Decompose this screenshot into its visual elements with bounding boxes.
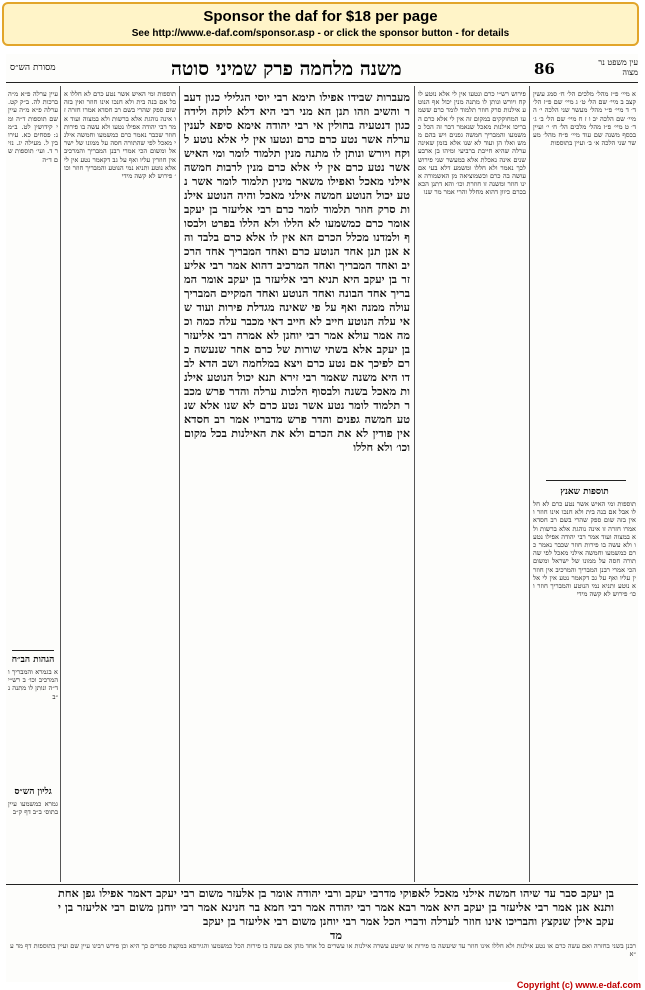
tosafot-shantz-column: תוספות ומי האיש אשר נטע כרם לא חללו אבל אם בנה בית ולא חנכו אינו חוזר ואין בזה שום ספק שהרי בשם רב חסדא אמרו חזרה זו אינה נוהגת אלא ברשות ולא במצוה ועוד אמר רבי יהודה אפילו נטעו ולא עשה בו פירות חוזר שכבר נאמר כרם כמשמעו וחמשה אילני מאכל לפי שהתורה חסה על ממונו של ישראל ומשום הכי אמרי רבנן המבריך והמרכיב אין חוזרין עליו ואף על גב דקאמר נטע אין לי אלא נוטע ותניא נמי הנוטע והמבריך חוזר וכו׳ פירוש לא קשה מידי — [533, 500, 636, 599]
gilyon-label: גליון הש״ס — [14, 787, 52, 797]
footer-rule — [6, 884, 638, 885]
fine-print-notes: רבנן בשני בחזרה ואם עשה כרם או נטע אילנות ולא חללו אינו חוזר עד שיעשה בו פירות או שיטע עשרה אילנות או עשרים כל אחד מהן אם עשה בו פירות הכל כמשמעו והגירסא במקצת ספרים כך היא וכן פירש רבינו עיין שם ועיין בתוספות דף מד ע״א — [10, 942, 636, 958]
sponsor-banner[interactable] — [2, 2, 639, 46]
masoret-hashas-column: עיין ערלה פ״א מ״ה ברכות לה. ב״ק קט. ערלה פ״א מ״ה עיין שם תוספות ד״ה ומי קידושין לט. ב״מ נ: פסחים כא. עירובין ל. מעילה יג. נזיר ד. ועי׳ תוספות שם ד״ה — [8, 90, 58, 164]
gemara-text-column: מעברות שבידו אפילו תימא רבי יוסי הגלילי כגון דעבר והשיב וזהו תנן הא מני רבי היא דלא לוקה ולידה כגון דנטעיה בחולין אי רבי יהודה אימא סיפא לענין ערלה אשר נטע כרם כרם ונטעו אין לי אלא נוטע לוקח ויורש ונותן לו מתנה מנין תלמוד לומר ומי האיש אשר נטע כרם אין לי אלא כרם מנין לרבות חמשה אילני מאכל ואפילו משאר מינין תלמוד לומר אשר נטע יכול הנוטע חמשה אילני מאכל והיה הנוטע אילנות סרק חוזר תלמוד לומר כרם רבי אליעזר בן יעקב אומר כרם כמשמעו לא הללו ולא הללו בפרט ולבסוף ולמדנו מכלל הכרם הא אין לו אלא כרם בלבד והא אנן תנן אחד הנוטע כרם ואחד המבריך אחד הרכיב ואחד המבריך ואחד המרכיב דהוא אמר רבי אליעזר בן יעקב היא תניא רבי אליעזר בן יעקב אומר המבריך אחד הבונה ואחד הנוטע ואחד המקיים המבריך עולה ממנה ואף על פי שאינה מגדלת פירות ועוד שאי עלה הנוטע חייב לא חייב דאי מכבר עלה כמה וכמה אמר עולא אמר רבי יוחנן לא אמרה רבי אליעזר בן יעקב אלא בשתי שורות של כרם אחר שנעשה כרם לפיכך אם נטע כרם ויצא במלחמה ושב הדא לבדו היא משנה שאמר רבי זירא תנא יכול הנוטע אילנות מאכל בשנה ולבסוף הלכות ערלה והדר פרש מכבר תלמוד לומר נטע אשר נטע כרם לא שנו אלא שנטע חמשה גפנים והדר פרש מדבריו אמר רב חסדא אין פודין לא את הכרם ולא את האילנות בכל מקום וכו׳ ולא חללו — [184, 90, 410, 454]
hagahot-column: א בגמרא והמבריך והמרכיב וכו׳ ב רש״י ד״ה ונותן לו מתנה נ״ב — [8, 668, 58, 701]
page-title: משנה מלחמה פרק שמיני סוטה — [171, 58, 402, 80]
sponsor-link-text[interactable]: See http://www.e-daf.com/sponsor.asp - or click the sponsor button - for details — [131, 28, 510, 39]
column-rule — [414, 86, 415, 882]
page-number: 86 — [534, 60, 555, 78]
column-rule — [60, 86, 61, 882]
footer-text: בן יעקב סבר עד שיהו חמשה אילני מאכל לאפוקי מדרבי יעקב ורבי יהודה אומר בן אלעזר משום רבי יעקב דאמר אפילו גפן אחת ותנא אנן אמר רבי אליעזר בן יעקב היא אמר רבא אמר רבי יהודה אמר רבי חמא בר חנינא אמר רבי יוחנן משום רבי אליעזר בן יעקב אילן שנקצץ והבריכו אינו חוזר לערלה ודברי הכל אמר רבי יוחנן משום רבי אליעזר בן יעקב — [58, 886, 614, 928]
section-divider — [12, 650, 54, 651]
column-rule — [529, 86, 530, 882]
sponsor-title: Sponsor the daf for $18 per page — [203, 8, 438, 25]
gilyon-column: גמרא כמשמעו עיין בתוס׳ ב״ב דף ק״ב — [8, 800, 58, 817]
rashi-column: פירוש רש״י כרם ונטעו אין לי אלא נוטע לוקח ויורש ונותן לו מתנה מנין יכול אף הנוטע אילנות סרק חוזר תלמוד לומר כרם ששמעו המחוקקים במקום זה אין לי אלא כרם הבריכו אילנות מאכל שנאמר דבר זה הכל כמשמעו והמבריך חמשה גפנים ויש בהם ממש ואלו הן ועוד לא שנו אלא בזמן שאינה ערלה שהיא חייבת ברביעי ומיהו בן ארבע שנים אינה נאכלת אלא במעשר שני פירוש לכך נאמר ולא חללו ומשמע דלא בעי אם עושה בה כרם וכשמוציאה מן האשמורה אינו חוזר ומשנה זו חוזרת וכו׳ והא דתנן הכא בכרם כיוון דהוא מחלל והרי אמר מר שנו — [418, 90, 526, 197]
ein-mishpat-column: א מיי׳ פ״ז מהל׳ מלכים הל׳ ח׳ סמג עשין קצב ב מיי׳ שם הל׳ ט׳ ג מיי׳ שם פ״ז הל׳ ד׳ ד מיי׳ פ״י מהל׳ מעשר שני הלכה י׳ ה מיי׳ שם הלכה יב ו ז ח מיי׳ שם הל׳ ב׳ ג׳ ד׳ ט מיי׳ פ״ז מהל׳ מלכים הל׳ ח׳ י׳ ועיין בכסף משנה שם עוד מיי׳ פ״ח מהל׳ מעשר שני הלכה א׳ ב׳ ועיין בתוספות — [533, 90, 636, 148]
ein-mishpat-heading: עין משפט נר מצוה — [598, 58, 638, 77]
copyright-notice[interactable]: Copyright (c) www.e-daf.com — [516, 980, 641, 990]
page-header — [6, 58, 638, 84]
section-divider — [546, 480, 626, 481]
talmud-page — [6, 54, 638, 982]
footer-end-marker: מד — [329, 928, 342, 942]
hagahot-label: הגהות הב״ח — [11, 655, 55, 665]
column-rule — [179, 86, 180, 882]
header-rule — [6, 82, 638, 83]
tosafot-shantz-label: תוספות שאנץ — [560, 487, 609, 497]
footer-gemara-text — [58, 886, 614, 942]
tosafot-column: תוספות ומי האיש אשר נטע כרם לא חללו אבל אם בנה בית ולא חנכו אינו חוזר ואין בזה שום ספק שהרי בשם רב חסדא אמרו חזרה זו אינה נוהגת אלא ברשות ולא במצוה ועוד אמר רבי יהודה אפילו נטעו ולא עשה בו פירות חוזר שכבר נאמר כרם כמשמעו וחמשה אילני מאכל לפי שהתורה חסה על ממונו של ישראל ומשום הכי אמרי רבנן המבריך והמרכיב אין חוזרין עליו ואף על גב דקאמר נטע אין לי אלא נוטע ותניא נמי הנוטע והמבריך חוזר וכו׳ פירוש לא קשה מידי — [64, 90, 176, 181]
masoret-heading: מסורת הש״ס — [10, 63, 56, 73]
